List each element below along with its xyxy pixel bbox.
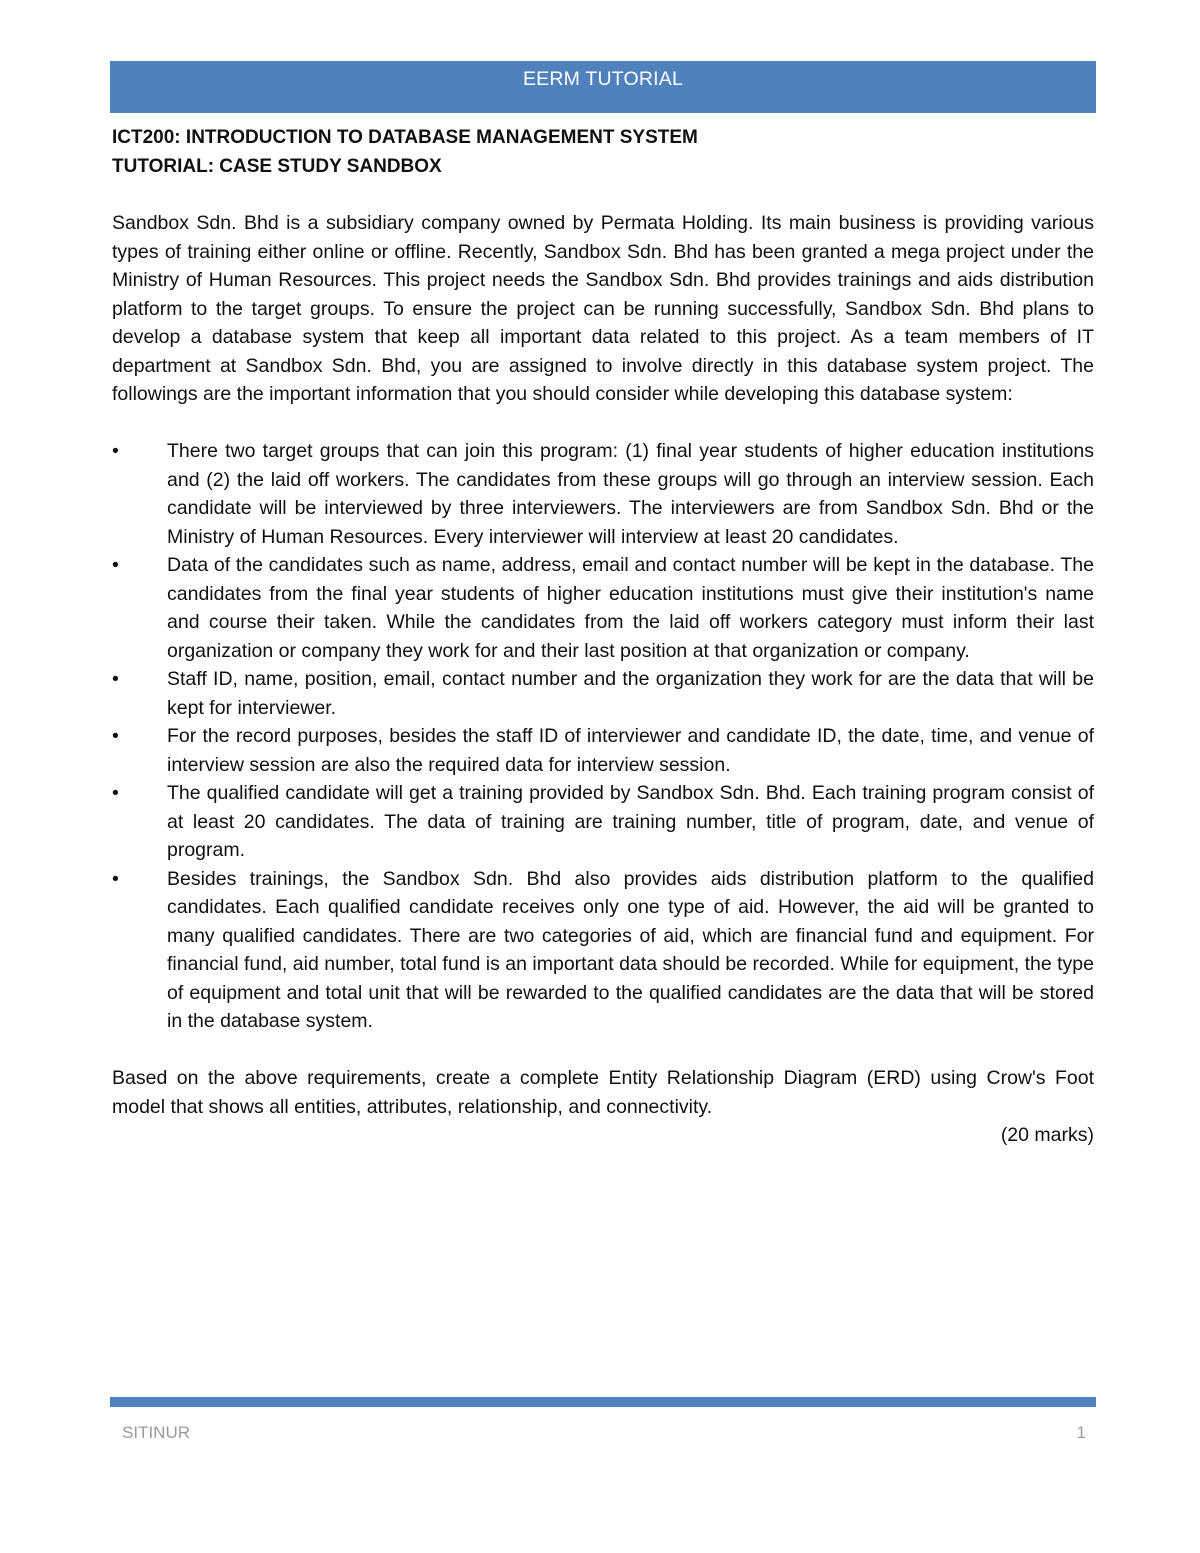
requirements-list: [112, 437, 1094, 1036]
footer-author: SITINUR: [122, 1423, 190, 1442]
header-banner: [110, 61, 1096, 113]
bullet-icon: •: [112, 782, 119, 804]
requirement-text: There two target groups that can join this program: (1) final year students of higher education institutions and (2) the laid off workers. The candidates from these groups will go through an interview session. Each candidate will be interviewed by three interviewers. The interviewers are from Sandbox Sdn. Bhd or the Ministry of Human Resources. Every interviewer will interview at least 20 candidates.: [167, 440, 1094, 548]
bullet-icon: •: [112, 725, 119, 747]
requirement-text: Data of the candidates such as name, address, email and contact number will be kept in the database. The candidates from the final year students of higher education institutions must give their institution's name and course their taken. While the candidates from the laid off workers category must inform their last organization or company they work for and their last position at that organization or company.: [167, 554, 1094, 662]
header-title: EERM TUTORIAL: [522, 67, 684, 90]
list-item: [112, 779, 1094, 865]
requirement-text: Besides trainings, the Sandbox Sdn. Bhd also provides aids distribution platform to the qualified candidates. Each qualified candidate receives only one type of aid. However, the aid will be granted to many qualified candidates. There are two categories of aid, which are financial fund and equipment. For financial fund, aid number, total fund is an important data should be recorded. While for equipment, the type of equipment and total unit that will be rewarded to the qualified candidates are the data that will be stored in the database system.: [167, 867, 1094, 1032]
course-heading: ICT200: INTRODUCTION TO DATABASE MANAGEMENT SYSTEM: [112, 127, 698, 148]
tutorial-heading: TUTORIAL: CASE STUDY SANDBOX: [112, 155, 442, 177]
list-item: [112, 551, 1094, 665]
list-item: [112, 722, 1094, 779]
bullet-icon: •: [112, 440, 119, 462]
list-item: [112, 437, 1094, 551]
document-body: [112, 124, 1094, 1150]
requirement-text: The qualified candidate will get a training provided by Sandbox Sdn. Bhd. Each training program consist of at least 20 candidates. The data of training are training number, title of program, date, and venue of program.: [167, 782, 1094, 861]
intro-paragraph: Sandbox Sdn. Bhd is a subsidiary company owned by Permata Holding. Its main business is providing various types of training either online or offline. Recently, Sandbox Sdn. Bhd has been granted a mega project under the Ministry of Human Resources. This project needs the Sandbox Sdn. Bhd provides trainings and aids distribution platform to the target groups. To ensure the project can be running successfully, Sandbox Sdn. Bhd plans to develop a database system that keep all important data related to this project. As a team members of IT department at Sandbox Sdn. Bhd, you are assigned to involve directly in this database system project. The followings are the important information that you should consider while developing this database system:: [112, 212, 1094, 405]
page-number: 1: [1076, 1423, 1086, 1442]
bullet-icon: •: [112, 668, 119, 690]
requirement-text: For the record purposes, besides the staff ID of interviewer and candidate ID, the date, time, and venue of interview session are also the required data for interview session.: [167, 725, 1094, 776]
footer-divider: [110, 1397, 1096, 1407]
list-item: [112, 665, 1094, 722]
task-instruction: Based on the above requirements, create a complete Entity Relationship Diagram (ERD) using Crow's Foot model that shows all entities, attributes, relationship, and connectivity.: [112, 1067, 1094, 1118]
list-item: [112, 865, 1094, 1036]
bullet-icon: •: [112, 554, 119, 576]
bullet-icon: •: [112, 867, 119, 890]
requirement-text: Staff ID, name, position, email, contact number and the organization they work for are the data that will be kept for interviewer.: [167, 668, 1094, 719]
marks-label: (20 marks): [1000, 1124, 1094, 1146]
